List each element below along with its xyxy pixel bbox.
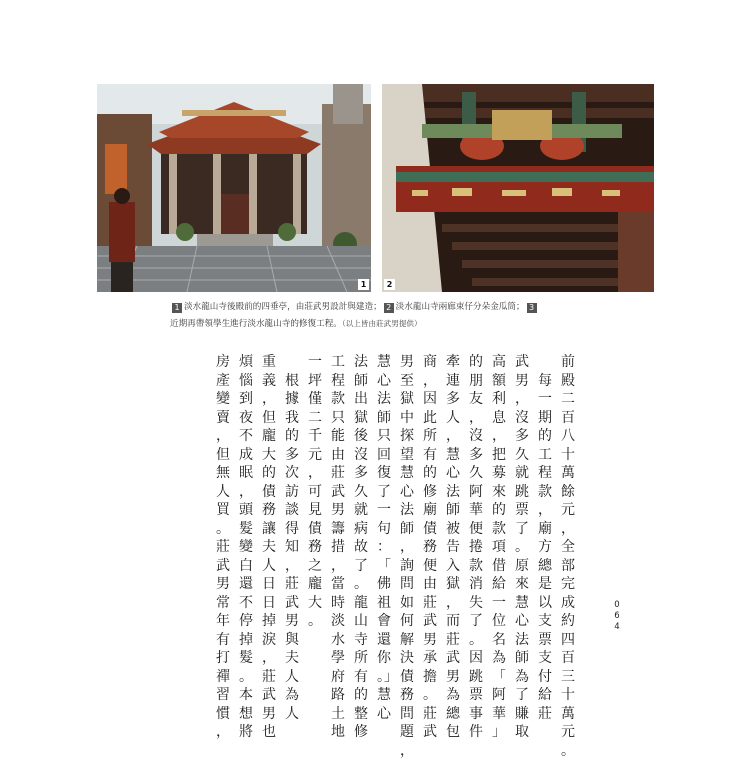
text-column: 煩惱到夜不成眠，頭髮變白還不停掉髮。本想將 [239,354,253,740]
caption-number-badge: 2 [384,303,394,313]
temple-courtyard-photo [97,84,371,292]
text-column: 商，因此所有的修廟債務便由莊武男承擔。莊武 [423,354,437,740]
text-column: 根據我的多次訪談得知，莊武男與夫人為人 [285,354,299,722]
temple-courtyard-image [97,84,371,292]
roof-bracket-image [382,84,654,292]
page-number: 064 [614,600,620,632]
caption-text: 近期再帶領學生進行淡水龍山寺的修復工程。 [170,319,342,329]
photo-number-tag: 2 [384,279,395,290]
text-column: 的朋友，沒多久阿華便捲款消失了。因跳票事件 [469,354,483,740]
caption-text: 淡水龍山寺兩廊束仔分朵金瓜筒； [395,302,525,312]
photo-caption-line [170,300,590,313]
photo-caption-line [170,317,590,329]
text-column: 一坪僅二千元，可見債務之龐大。 [308,354,322,629]
text-column: 牽連多人，慧心法師被告入獄，而莊武男為總包 [446,354,460,740]
text-column: 工程款只能由莊武男籌措，當時淡水學府路土地 [331,354,345,740]
roof-bracket-photo [382,84,654,292]
text-column: 前殿二百八十萬餘元，全部完成約四百三十萬元。 [561,354,575,759]
text-column: 房產變賣，但無人買。莊武男常年有打禪習慣， [216,354,230,740]
photo-credit: （以上皆由莊武男提供） [341,319,422,328]
text-column: 高額利息，把募來的款項借給一位名為「阿華」 [492,354,506,740]
text-column: 重義，但龐大的債務讓夫人日日掉淚，莊武男也 [262,354,276,740]
caption-number-badge: 3 [527,303,537,313]
text-column: 每一期的工程款，廟方總是以支票支付給莊 [538,354,552,722]
text-column: 法師出獄後沒多久就病故了。龍山寺所有的整修 [354,354,368,740]
caption-number-badge: 1 [172,303,182,313]
text-column: 慧心法師只回復了一句：「佛祖會還你。」慧心 [377,354,391,722]
photo-number-tag: 1 [358,279,369,290]
text-column: 男至獄中探望慧心法師，詢問如何解決債務問題， [400,354,414,759]
text-column: 武男，沒多久就跳票了。原來慧心法師為了賺取 [515,354,529,740]
caption-text: 淡水龍山寺後殿前的四垂亭，由莊武男設計與建造； [184,302,382,312]
